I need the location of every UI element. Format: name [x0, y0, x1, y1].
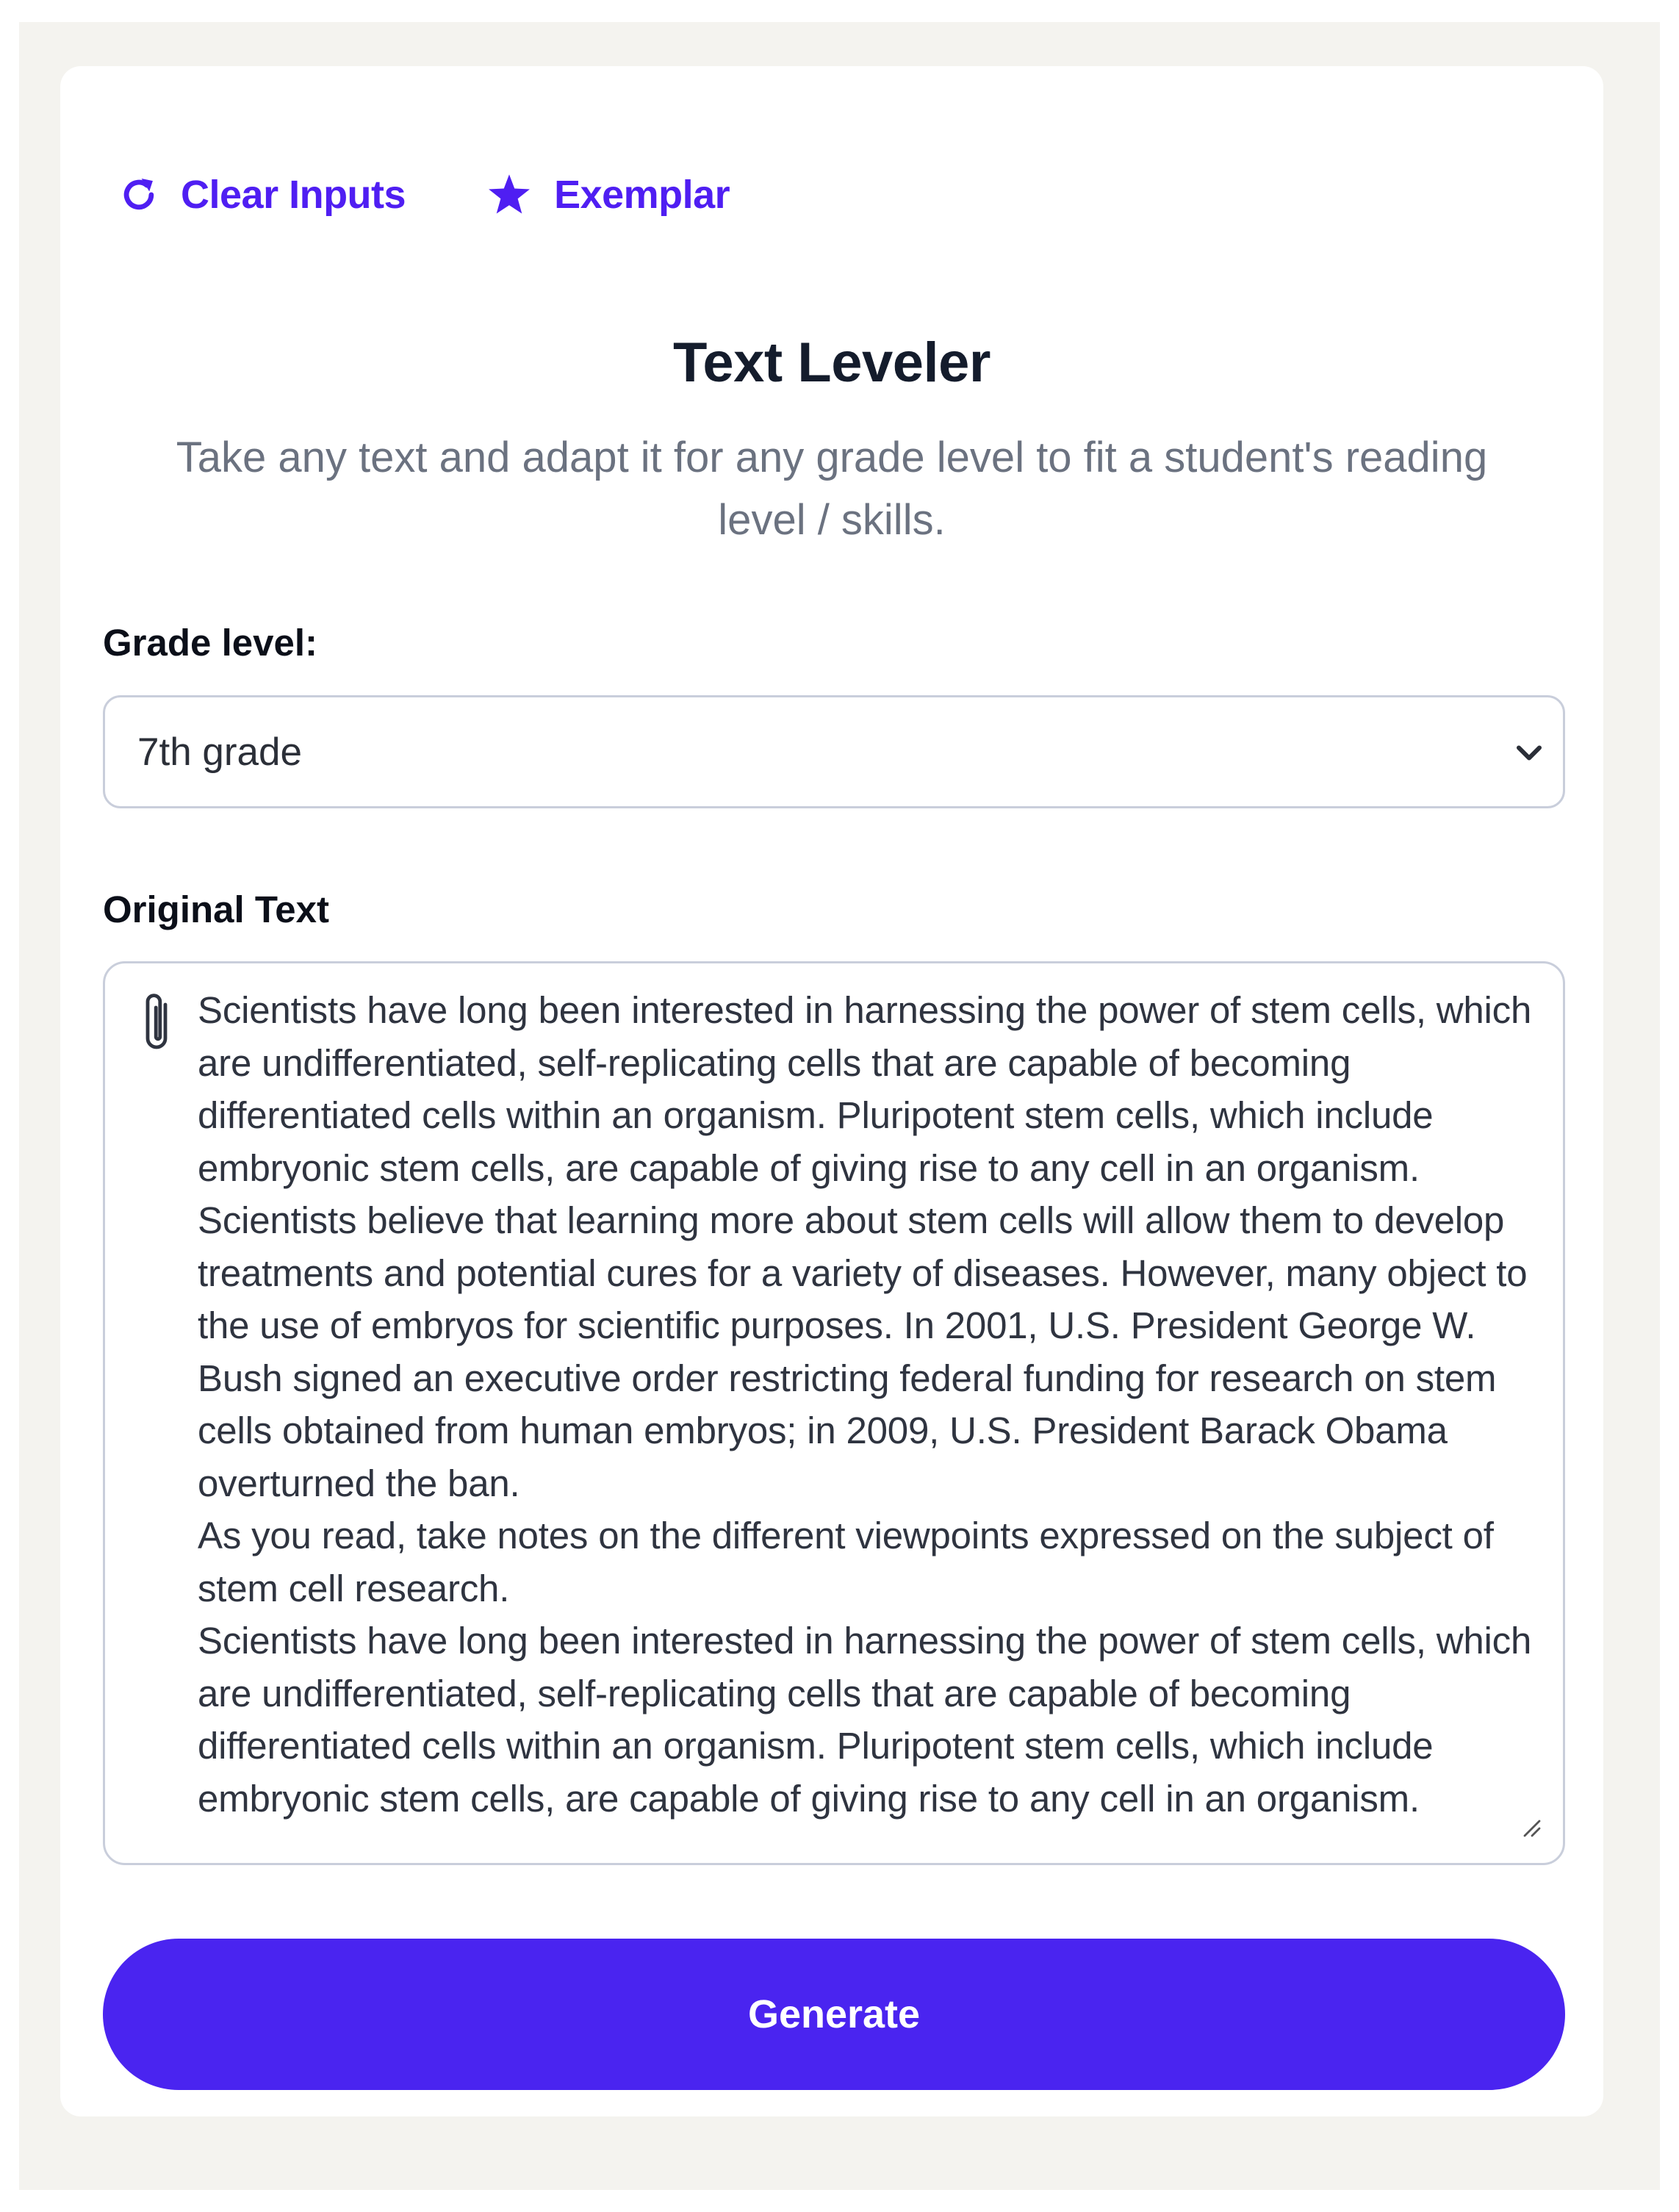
page-background — [19, 22, 1660, 2190]
exemplar-label: Exemplar — [554, 173, 730, 217]
page-title: Text Leveler — [673, 331, 990, 394]
generate-label: Generate — [747, 1992, 921, 2036]
clear-inputs-label: Clear Inputs — [181, 173, 406, 217]
grade-level-label: Grade level: — [103, 622, 317, 664]
paperclip-icon[interactable] — [139, 990, 177, 1060]
page-subtitle: Take any text and adapt it for any grade level to fit a student's reading level / skills. — [176, 434, 1488, 544]
clear-inputs-button[interactable] — [119, 172, 406, 218]
grade-level-value: 7th grade — [137, 730, 302, 774]
star-icon — [486, 173, 532, 217]
generate-button[interactable] — [103, 1939, 1565, 2090]
toolbar — [119, 162, 730, 228]
exemplar-button[interactable] — [486, 172, 730, 218]
grade-level-select[interactable] — [103, 695, 1565, 808]
original-text-content: Scientists have long been interested in harnessing the power of stem cells, which are undifferentiated, self-replicating cells that are capable of becoming differentiated cells within an organism. Pluripotent stem cells, which include embryonic stem cells, are capable of giving rise to any cell in an organism. Scientists believe that learning more about stem cells will allow them to develop treatments and potential cures for a variety of diseases. However, many object to the use of embryos for scientific purposes. In 2001, U.S. President George W. Bush signed an executive order restricting federal funding for research on stem cells obtained from human embryos; in 2009, U.S. President Barack Obama overturned the ban. As you read, take notes on the different viewpoints expressed on the subject of stem cell research. Scientists have long been interested in harnessing the power of stem cells, which are undifferentiated, self-replicating cells that are capable of becoming differentiated cells within an organism. Pluripotent stem cells, which include embryonic stem cells, are capable of giving rise to any cell in an organism. — [198, 989, 1532, 1820]
refresh-icon — [119, 173, 159, 217]
original-text-label: Original Text — [103, 888, 329, 930]
original-text-area[interactable] — [103, 961, 1565, 1865]
resize-handle-icon[interactable] — [1520, 1817, 1541, 1841]
text-leveler-card — [60, 66, 1603, 2116]
chevron-down-icon — [1514, 730, 1544, 775]
